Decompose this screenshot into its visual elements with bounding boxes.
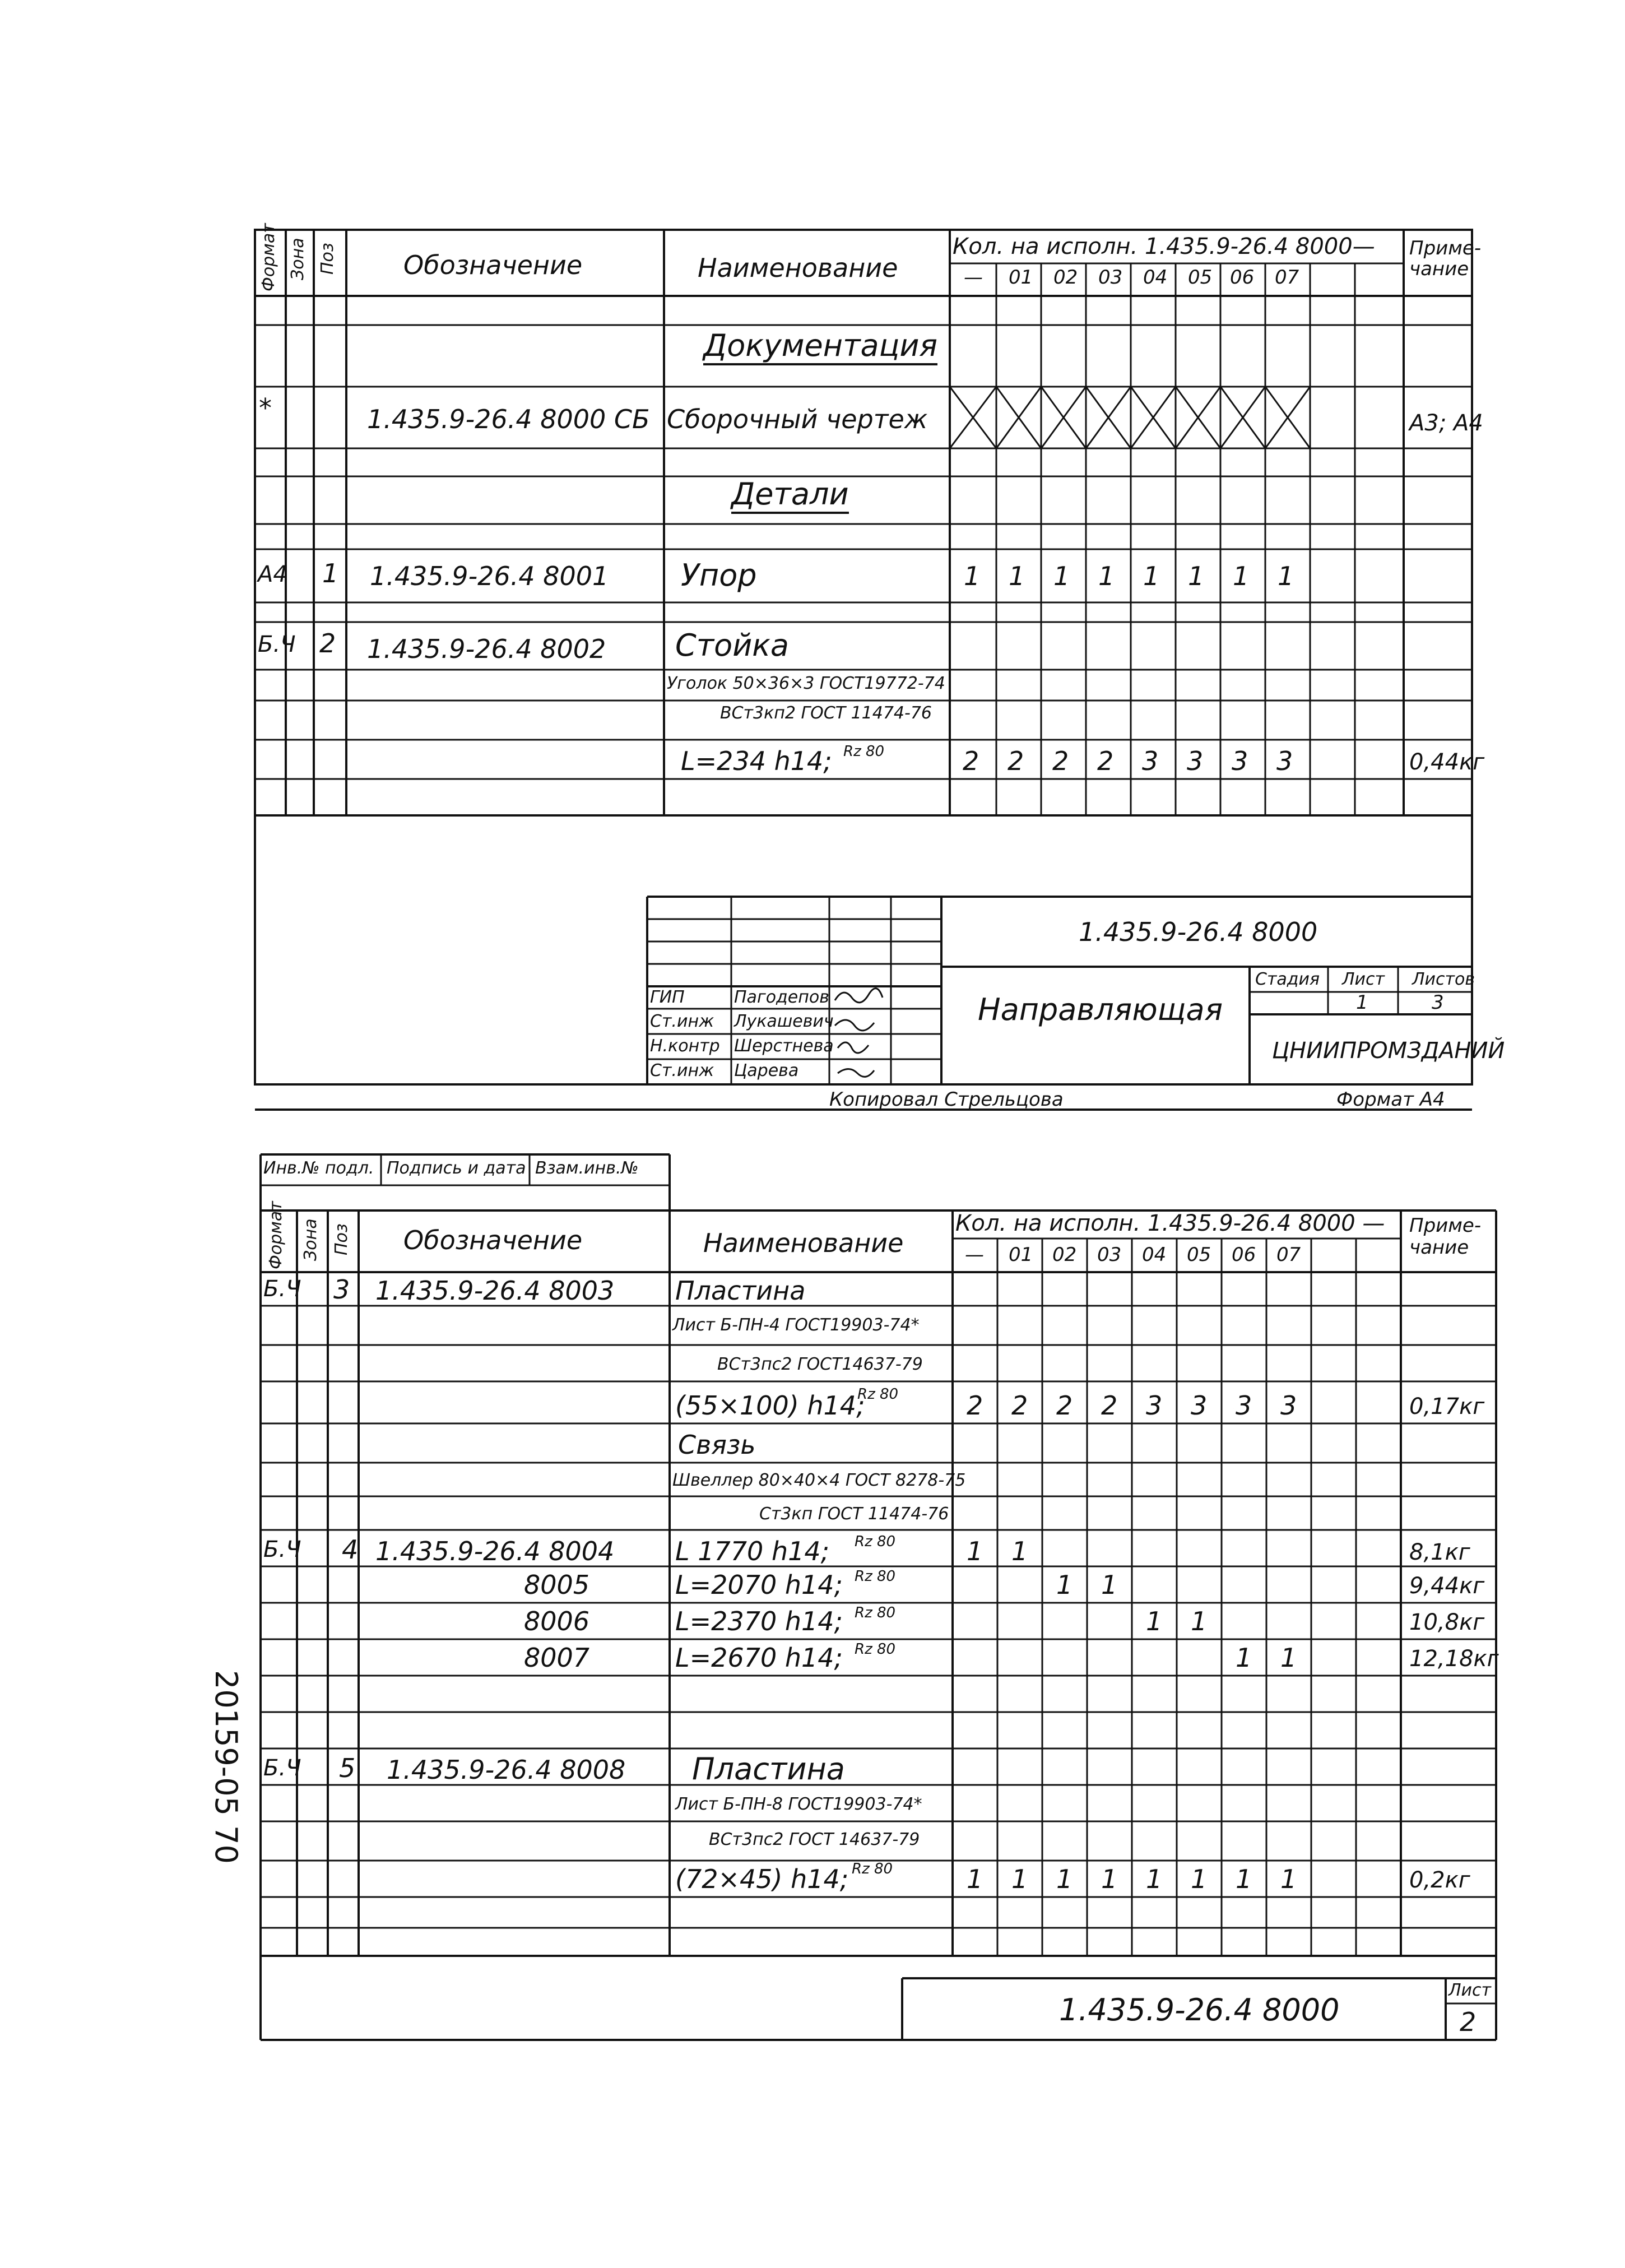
r2-spec1: Уголок 50×36×3 ГОСТ19772-74: [667, 674, 945, 693]
r6-qty-5: 1: [1191, 1606, 1208, 1636]
r6-qty-4: 1: [1146, 1606, 1163, 1636]
r2-rz: Rz 80: [843, 743, 885, 760]
r3-spec1: Лист Б-ПН-4 ГОСТ19903-74*: [672, 1315, 920, 1335]
r3-designation: 1.435.9-26.4 8003: [375, 1276, 615, 1306]
header-format: Формат: [259, 223, 278, 291]
top-label-1: Подпись и дата: [387, 1158, 526, 1178]
tb-sheet-no: 1: [1356, 991, 1368, 1014]
link-spec2: Ст3кп ГОСТ 11474-76: [759, 1504, 949, 1524]
r1-qty-6: 1: [1233, 561, 1250, 591]
section-parts: Детали: [731, 479, 849, 514]
r1-qty-7: 1: [1278, 561, 1294, 591]
r1-pos: 1: [322, 558, 339, 588]
r8-len: (72×45) h14;: [675, 1864, 849, 1894]
r8-qty-7: 1: [1280, 1864, 1297, 1894]
r5-note: 9,44кг: [1409, 1573, 1485, 1599]
doc-designation: 1.435.9-26.4 8000 СБ: [367, 404, 650, 434]
tb-sheet-label: Лист: [1342, 970, 1385, 989]
s2-header-variant-6: 06: [1232, 1244, 1256, 1266]
r8-qty-1: 1: [1011, 1864, 1028, 1894]
r8-format: Б.Ч: [263, 1755, 301, 1781]
r4-designation: 1.435.9-26.4 8004: [375, 1536, 615, 1566]
r3-qty-6: 3: [1236, 1390, 1252, 1421]
doc-format: *: [259, 393, 272, 423]
header-pos: Поз: [318, 243, 337, 275]
r5-designation: 8005: [524, 1570, 590, 1600]
r4-len: L 1770 h14;: [675, 1536, 830, 1566]
doc-note: А3; А4: [1409, 410, 1483, 436]
s2-header-designation: Обозначение: [403, 1225, 583, 1255]
tb-role-1: Ст.инж: [650, 1012, 714, 1031]
tb-org: ЦНИИПРОМЗДАНИЙ: [1272, 1038, 1505, 1064]
r2-qty-6: 3: [1232, 746, 1248, 776]
header-variant-4: 04: [1143, 266, 1168, 289]
r8-designation: 1.435.9-26.4 8008: [387, 1755, 626, 1785]
r8-qty-0: 1: [967, 1864, 983, 1894]
r8-rz: Rz 80: [852, 1861, 893, 1877]
header-variant-6: 06: [1230, 266, 1255, 289]
r3-rz: Rz 80: [857, 1386, 899, 1403]
r3-qty-7: 3: [1280, 1390, 1297, 1421]
r3-format: Б.Ч: [263, 1276, 301, 1302]
r2-qty-2: 2: [1052, 746, 1069, 776]
r6-len: L=2370 h14;: [675, 1606, 843, 1636]
r1-qty-3: 1: [1098, 561, 1115, 591]
r4-qty-1: 1: [1011, 1536, 1028, 1566]
tb-role-2: Н.контр: [650, 1036, 720, 1056]
r8-note: 0,2кг: [1409, 1867, 1470, 1893]
r1-name: Упор: [681, 558, 757, 593]
header-name: Наименование: [698, 253, 898, 283]
doc-name: Сборочный чертеж: [667, 404, 928, 434]
r7-designation: 8007: [524, 1643, 590, 1673]
r1-qty-5: 1: [1188, 561, 1205, 591]
footer-sheet-label: Лист: [1448, 1981, 1492, 2000]
r4-format: Б.Ч: [263, 1537, 301, 1562]
r1-format: А4: [258, 562, 287, 587]
link-spec1: Швеллер 80×40×4 ГОСТ 8278-75: [672, 1471, 966, 1490]
r1-qty-1: 1: [1009, 561, 1025, 591]
r2-name: Стойка: [675, 628, 790, 663]
tb-stage-label: Стадия: [1255, 970, 1320, 989]
r5-len: L=2070 h14;: [675, 1570, 843, 1600]
header-designation: Обозначение: [403, 250, 583, 280]
footer-code: 1.435.9-26.4 8000: [1059, 1992, 1340, 2028]
r5-rz: Rz 80: [855, 1568, 896, 1585]
r3-qty-5: 3: [1191, 1390, 1208, 1421]
tb-sheets-label: Листов: [1412, 970, 1475, 989]
r8-qty-6: 1: [1236, 1864, 1252, 1894]
r6-rz: Rz 80: [855, 1604, 896, 1621]
link-name: Связь: [678, 1430, 756, 1460]
r7-qty-7: 1: [1280, 1643, 1297, 1673]
r8-spec1: Лист Б-ПН-8 ГОСТ19903-74*: [675, 1794, 922, 1814]
r4-pos: 4: [342, 1534, 359, 1565]
copied-by: Копировал Стрельцова: [829, 1088, 1064, 1111]
r2-qty-0: 2: [963, 746, 979, 776]
paper-format: Формат А4: [1336, 1088, 1445, 1111]
r8-qty-5: 1: [1191, 1864, 1208, 1894]
r4-qty-0: 1: [967, 1536, 983, 1566]
s2-header-name: Наименование: [703, 1228, 904, 1258]
r3-spec2: ВСт3пс2 ГОСТ14637-79: [717, 1355, 923, 1374]
r7-note: 12,18кг: [1409, 1646, 1499, 1672]
section-documentation: Документация: [703, 331, 937, 365]
header-variant-7: 07: [1275, 266, 1299, 289]
top-label-0: Инв.№ подл.: [263, 1158, 374, 1178]
r3-name: Пластина: [675, 1276, 806, 1306]
header-qty-title: Кол. на исполн. 1.435.9-26.4 8000—: [953, 234, 1375, 259]
header-zone: Зона: [288, 238, 308, 280]
tb-code: 1.435.9-26.4 8000: [1079, 917, 1318, 947]
tb-role-0: ГИП: [650, 987, 685, 1007]
r8-pos: 5: [339, 1753, 356, 1783]
tb-name-2: Шерстнева: [734, 1036, 834, 1056]
r2-pos: 2: [319, 628, 336, 658]
s2-header-variant-4: 04: [1142, 1244, 1167, 1266]
header-variant-2: 02: [1053, 266, 1078, 289]
r3-qty-3: 2: [1101, 1390, 1118, 1421]
r2-qty-7: 3: [1276, 746, 1293, 776]
r7-qty-6: 1: [1236, 1643, 1252, 1673]
s2-header-variant-7: 07: [1276, 1244, 1301, 1266]
r3-qty-1: 2: [1011, 1390, 1028, 1421]
footer-sheet-no: 2: [1460, 2007, 1477, 2037]
r2-len: L=234 h14;: [681, 746, 832, 776]
r3-qty-0: 2: [967, 1390, 983, 1421]
header-note: Приме- чание: [1409, 237, 1482, 281]
tb-name-3: Царева: [734, 1061, 799, 1080]
header-variant-5: 05: [1188, 266, 1213, 289]
margin-code: 20159-05 70: [208, 1670, 244, 1864]
r3-pos: 3: [333, 1274, 350, 1305]
s2-header-variant-5: 05: [1187, 1244, 1211, 1266]
r5-qty-3: 1: [1101, 1570, 1118, 1600]
r3-qty-2: 2: [1056, 1390, 1073, 1421]
r8-spec2: ВСт3пс2 ГОСТ 14637-79: [709, 1830, 920, 1849]
s2-header-format: Формат: [266, 1201, 286, 1269]
s2-header-qty-title: Кол. на исполн. 1.435.9-26.4 8000 —: [955, 1210, 1385, 1236]
r8-qty-2: 1: [1056, 1864, 1073, 1894]
r8-qty-4: 1: [1146, 1864, 1163, 1894]
r4-rz: Rz 80: [855, 1533, 896, 1550]
r8-qty-3: 1: [1101, 1864, 1118, 1894]
header-variant-0: —: [964, 266, 983, 289]
r2-designation: 1.435.9-26.4 8002: [367, 634, 606, 664]
s2-header-variant-0: —: [965, 1244, 984, 1266]
r3-len: (55×100) h14;: [675, 1390, 865, 1421]
r2-format: Б.Ч: [258, 632, 296, 657]
r3-note: 0,17кг: [1409, 1394, 1485, 1420]
r5-qty-2: 1: [1056, 1570, 1073, 1600]
top-label-2: Взам.инв.№: [535, 1158, 639, 1178]
tb-title: Направляющая: [978, 992, 1223, 1027]
header-variant-1: 01: [1009, 266, 1033, 289]
r2-note: 0,44кг: [1409, 749, 1485, 775]
s2-header-variant-1: 01: [1009, 1244, 1033, 1266]
r1-qty-0: 1: [964, 561, 981, 591]
header-variant-3: 03: [1098, 266, 1123, 289]
r3-qty-4: 3: [1146, 1390, 1163, 1421]
s2-header-variant-3: 03: [1097, 1244, 1122, 1266]
s2-header-pos: Поз: [332, 1223, 351, 1255]
tb-name-1: Лукашевич: [734, 1012, 834, 1031]
r1-qty-2: 1: [1053, 561, 1070, 591]
r7-rz: Rz 80: [855, 1641, 896, 1658]
s2-header-variant-2: 02: [1052, 1244, 1077, 1266]
s2-header-note: Приме- чание: [1409, 1214, 1482, 1259]
r7-len: L=2670 h14;: [675, 1643, 843, 1673]
r2-qty-3: 2: [1097, 746, 1114, 776]
r4-note: 8,1кг: [1409, 1539, 1470, 1565]
r2-qty-5: 3: [1187, 746, 1204, 776]
r2-qty-1: 2: [1007, 746, 1024, 776]
r8-name: Пластина: [692, 1751, 845, 1787]
r6-designation: 8006: [524, 1606, 590, 1636]
r1-qty-4: 1: [1143, 561, 1160, 591]
tb-name-0: Пагодепов: [734, 987, 829, 1007]
tb-role-3: Ст.инж: [650, 1061, 714, 1080]
r2-spec2: ВСт3кп2 ГОСТ 11474-76: [720, 703, 932, 723]
s2-header-zone: Зона: [301, 1218, 321, 1261]
tb-sheets-no: 3: [1432, 991, 1444, 1014]
r1-designation: 1.435.9-26.4 8001: [370, 561, 609, 591]
r2-qty-4: 3: [1142, 746, 1159, 776]
r6-note: 10,8кг: [1409, 1610, 1485, 1635]
